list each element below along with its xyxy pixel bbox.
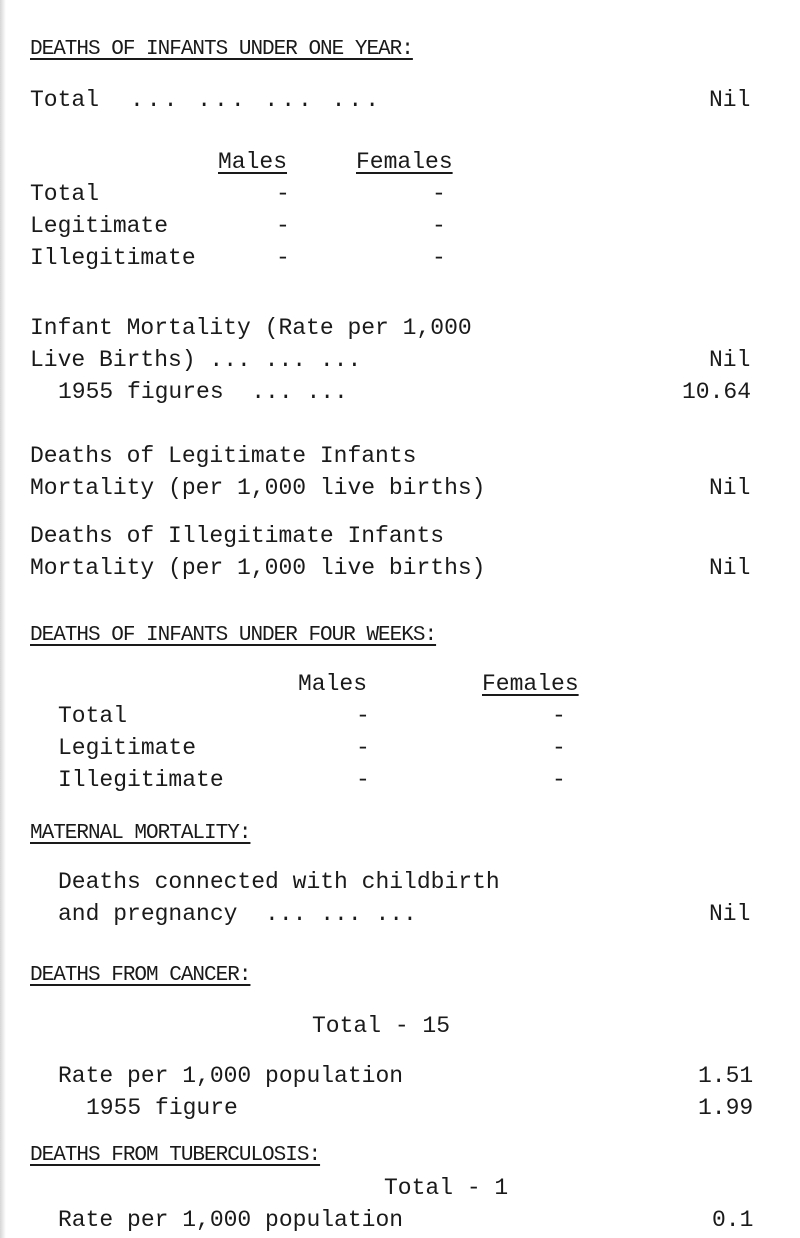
figures-1955-label: 1955 figures ... ... [58, 379, 348, 405]
table-row-label: Total [30, 181, 100, 207]
tb-total: Total - 1 [384, 1175, 509, 1201]
heading-cancer: DEATHS FROM CANCER: [30, 964, 251, 987]
table-row-males: - [276, 213, 290, 239]
col-females: Females [482, 671, 579, 697]
heading-under-four-weeks: DEATHS OF INFANTS UNDER FOUR WEEKS: [30, 624, 437, 647]
table-row-males: - [276, 245, 290, 271]
cancer-total: Total - 15 [312, 1013, 451, 1039]
mortality-line1: Infant Mortality (Rate per 1,000 [30, 315, 472, 341]
table-row-males: - [356, 767, 370, 793]
table-row-label: Legitimate [30, 213, 169, 239]
table-row-females: - [432, 181, 446, 207]
cancer-1955-label: 1955 figure [86, 1095, 238, 1121]
illegit-line2: Mortality (per 1,000 live births) [30, 555, 486, 581]
table-row-label: Total [58, 703, 128, 729]
table-row-females: - [552, 703, 566, 729]
heading-maternal-mortality: MATERNAL MORTALITY: [30, 822, 251, 845]
illegit-line1: Deaths of Illegitimate Infants [30, 523, 445, 549]
total-dots: ... ... ... ... [130, 87, 383, 113]
legit-value: Nil [709, 475, 751, 501]
figures-1955-value: 10.64 [682, 379, 752, 405]
col-males: Males [298, 671, 368, 697]
legit-line1: Deaths of Legitimate Infants [30, 443, 417, 469]
maternal-line1: Deaths connected with childbirth [58, 869, 500, 895]
table-row-males: - [356, 703, 370, 729]
tb-rate-label: Rate per 1,000 population [58, 1207, 404, 1233]
table-row-females: - [432, 213, 446, 239]
cancer-rate-value: 1.51 [698, 1063, 754, 1089]
table-row-label: Legitimate [58, 735, 197, 761]
mortality-value: Nil [709, 347, 751, 373]
tb-rate-value: 0.1 [712, 1207, 754, 1233]
scan-edge [0, 0, 6, 1238]
table-row-males: - [276, 181, 290, 207]
total-value: Nil [709, 87, 751, 113]
col-females: Females [356, 149, 453, 175]
heading-tuberculosis: DEATHS FROM TUBERCULOSIS: [30, 1144, 321, 1167]
mortality-line2: Live Births) ... ... ... [30, 347, 362, 373]
table-row-females: - [552, 767, 566, 793]
table-row-females: - [432, 245, 446, 271]
cancer-1955-value: 1.99 [698, 1095, 754, 1121]
table-row-females: - [552, 735, 566, 761]
maternal-line2: and pregnancy ... ... ... [58, 901, 417, 927]
maternal-value: Nil [709, 901, 751, 927]
table-row-label: Illegitimate [58, 767, 224, 793]
col-males: Males [218, 149, 288, 175]
table-row-males: - [356, 735, 370, 761]
illegit-value: Nil [709, 555, 751, 581]
heading-under-one-year: DEATHS OF INFANTS UNDER ONE YEAR: [30, 38, 413, 61]
legit-line2: Mortality (per 1,000 live births) [30, 475, 486, 501]
cancer-rate-label: Rate per 1,000 population [58, 1063, 404, 1089]
total-label: Total [30, 87, 100, 113]
table-row-label: Illegitimate [30, 245, 196, 271]
